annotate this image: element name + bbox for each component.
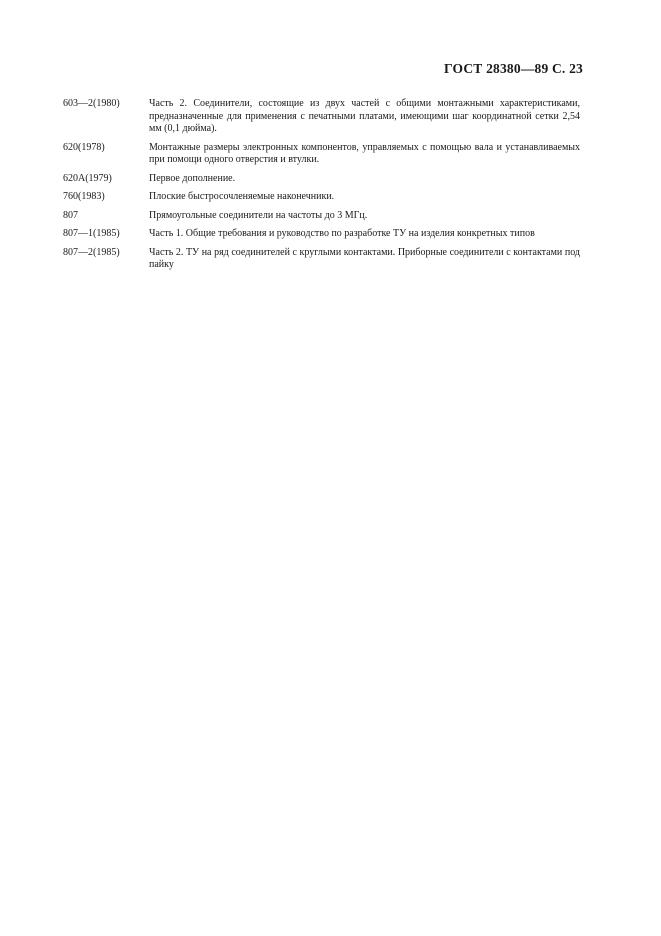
list-item bbox=[63, 173, 580, 186]
standard-description: Первое дополнение. bbox=[149, 172, 236, 184]
list-item bbox=[63, 228, 580, 241]
list-item bbox=[63, 98, 580, 136]
standard-code: 620А(1979) bbox=[63, 172, 112, 184]
standard-code: 807—1(1985) bbox=[63, 228, 120, 239]
list-item bbox=[63, 191, 580, 204]
list-item bbox=[63, 142, 580, 167]
standard-code: 603—2(1980) bbox=[63, 98, 120, 109]
list-item bbox=[63, 247, 580, 272]
standard-description: Часть 2. Соединители, состоящие из двух частей с общими монтажными характеристиками, предназначенные для применения с печатными платами, имеющими шаг координатной сетки 2,54 мм (0,1 дюйма). bbox=[149, 98, 580, 134]
standard-code: 807—2(1985) bbox=[63, 246, 120, 258]
page-header: ГОСТ 28380—89 С. 23 bbox=[444, 61, 583, 76]
standards-list bbox=[63, 98, 580, 278]
standard-code: 620(1978) bbox=[63, 141, 105, 153]
standard-description: Часть 1. Общие требования и руководство по разработке ТУ на изделия конкретных типов bbox=[149, 228, 535, 239]
list-item bbox=[63, 210, 580, 223]
standard-description: Прямоугольные соединители на частоты до 3 МГц. bbox=[149, 209, 368, 221]
standard-code: 760(1983) bbox=[63, 191, 105, 202]
standard-description: Монтажные размеры электронных компонентов, управляемых с помощью вала и устанавливаемых при помощи одного отверстия и втулки. bbox=[149, 141, 580, 165]
standard-description: Часть 2. ТУ на ряд соединителей с круглыми контактами. Приборные соединители с контактами под пайку bbox=[149, 246, 580, 270]
standard-code: 807 bbox=[63, 209, 78, 221]
standard-description: Плоские быстросочленяемые наконечники. bbox=[149, 191, 335, 202]
